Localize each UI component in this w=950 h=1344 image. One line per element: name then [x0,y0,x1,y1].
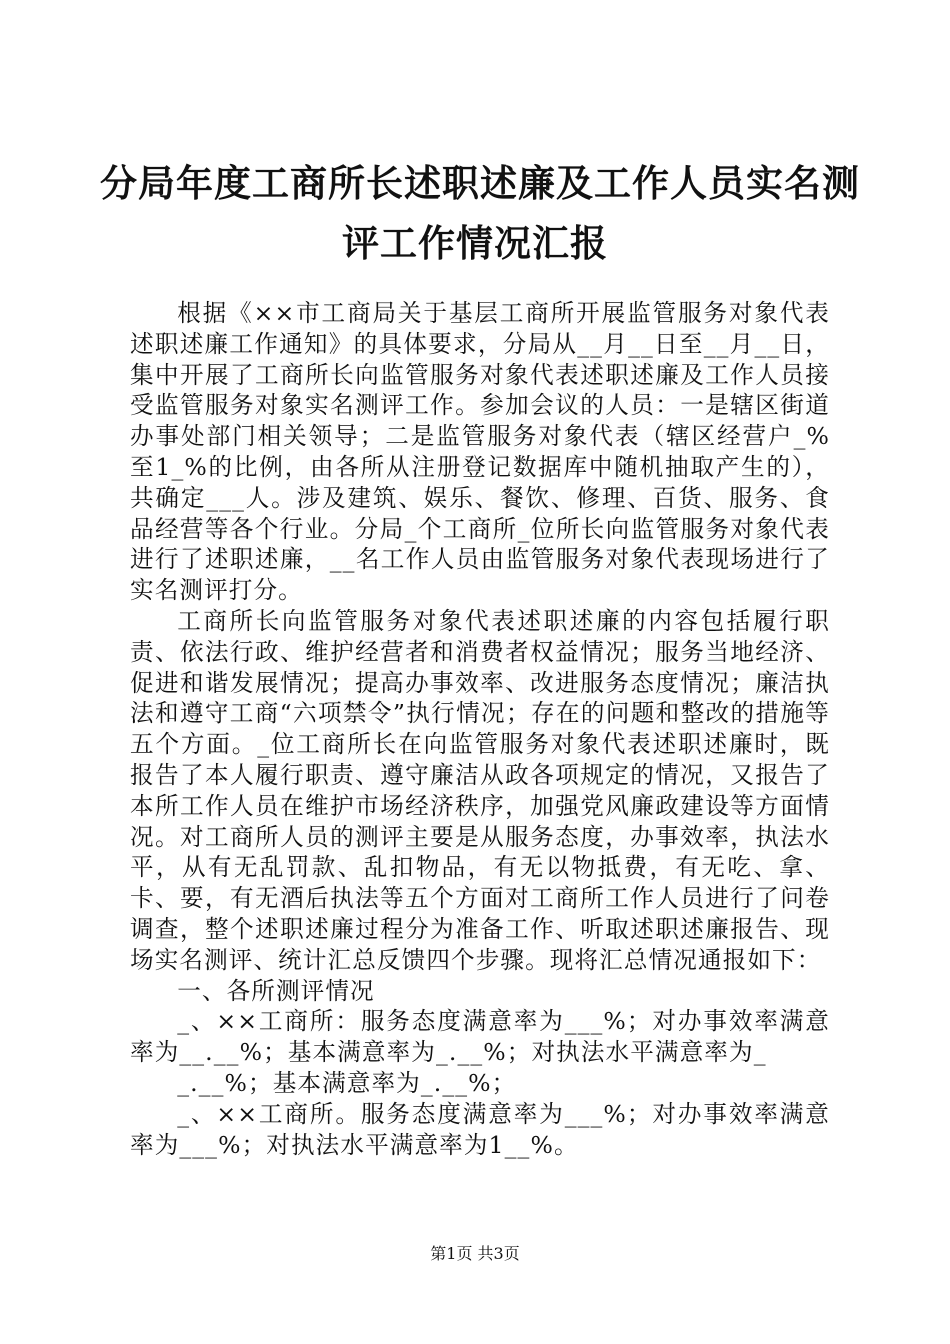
document-title-line-2: 评工作情况汇报 [342,222,608,265]
paragraph-office-2: _、××工商所。服务态度满意率为___%；对办事效率满意率为___%；对执法水平满意率为1__%。 [130,1099,830,1159]
paragraph-office-1-cont: _.__%；基本满意率为_.__%； [177,1068,517,1097]
paragraph-office-1: _、××工商所：服务态度满意率为___%；对办事效率满意率为__.__%；基本满意率为_.__%；对执法水平满意率为_ [130,1007,830,1067]
document-title-line-1: 分局年度工商所长述职述廉及工作人员实名测 [100,162,860,205]
document-body [130,298,830,1160]
paragraph-intro: 根据《××市工商局关于基层工商所开展监管服务对象代表述职述廉工作通知》的具体要求，分局从__月__日至__月__日，集中开展了工商所长向监管服务对象代表述职述廉及工作人员接受监管服务对象实名测评工作。参加会议的人员：一是辖区街道办事处部门相关领导；二是监管服务对象代表（辖区经营户_%至1_%的比例，由各所从注册登记数据库中随机抽取产生的），共确定___人。涉及建筑、娱乐、餐饮、修理、百货、服务、食品经营等各个行业。分局_个工商所_位所长向监管服务对象代表进行了述职述廉，__名工作人员由监管服务对象代表现场进行了实名测评打分。 [130,299,830,605]
page-number-footer: 第1页 共3页 [430,1244,520,1263]
section-heading: 一、各所测评情况 [177,976,375,1005]
paragraph-content: 工商所长向监管服务对象代表述职述廉的内容包括履行职责、依法行政、维护经营者和消费者权益情况；服务当地经济、促进和谐发展情况；提高办事效率、改进服务态度情况；廉洁执法和遵守工商“六项禁令”执行情况；存在的问题和整改的措施等五个方面。_位工商所长在向监管服务对象代表述职述廉时，既报告了本人履行职责、遵守廉洁从政各项规定的情况，又报告了本所工作人员在维护市场经济秩序，加强党风廉政建设等方面情况。对工商所人员的测评主要是从服务态度，办事效率，执法水平，从有无乱罚款、乱扣物品，有无以物抵费，有无吃、拿、卡、要，有无酒后执法等五个方面对工商所工作人员进行了问卷调查，整个述职述廉过程分为准备工作、听取述职述廉报告、现场实名测评、统计汇总反馈四个步骤。现将汇总情况通报如下： [130,606,830,974]
